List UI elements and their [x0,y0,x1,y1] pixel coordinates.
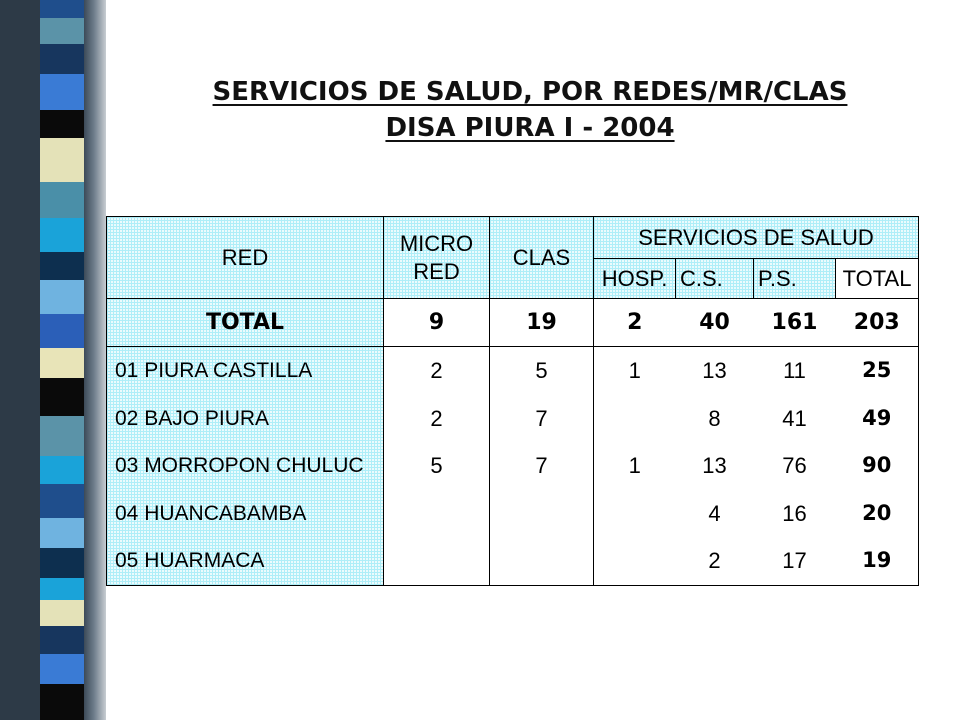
cell-ps: 17 [782,548,807,574]
header-clas: CLAS [490,217,594,299]
table-row-red: 03 MORROPON CHULUC [115,454,364,478]
cell-micro-red [384,537,489,585]
header-micro-red: MICRO RED [384,217,490,299]
cell-total: 25 [862,358,892,382]
cell-cs: 2 [708,548,721,574]
hosp-column [594,347,676,586]
cell-ps: 76 [782,453,807,479]
total-clas: 19 [490,299,594,347]
cell-cs: 13 [702,453,727,479]
cell-clas [490,537,593,585]
cell-total: 90 [862,453,892,478]
cell-hosp: 1 [628,453,641,479]
cell-hosp [594,537,676,585]
total-row-label: TOTAL [107,299,384,347]
table-row-red: 02 BAJO PIURA [115,406,270,430]
cell-clas [490,490,593,538]
table-row-red: 01 PIURA CASTILLA [115,359,313,382]
cell-cs: 4 [708,500,721,526]
cell-ps: 16 [782,500,807,526]
cell-total: 19 [862,548,892,573]
cell-hosp: 1 [628,358,641,383]
cell-clas: 5 [535,358,548,383]
cell-clas: 7 [535,405,548,431]
cell-micro-red [384,490,489,538]
cs-column [676,347,754,586]
cell-cs: 13 [702,358,727,383]
header-total: TOTAL [836,259,919,299]
total-micro-red: 9 [384,299,490,347]
ps-column [754,347,836,586]
cell-clas: 7 [535,453,548,479]
cell-hosp [594,395,676,443]
cell-ps: 41 [782,405,807,431]
cell-ps: 11 [783,358,806,383]
header-red: RED [107,217,384,299]
header-cs: C.S. [676,259,754,299]
health-services-table [106,216,919,586]
header-servicios: SERVICIOS DE SALUD [594,217,919,259]
micro-red-column [384,347,490,586]
cell-micro-red: 2 [430,405,443,431]
total-total: 203 [836,299,919,347]
cell-cs: 8 [708,405,721,431]
table-row-red: 05 HUARMACA [115,549,265,573]
total-column [836,347,919,586]
stripe-blocks [40,0,84,720]
header-ps: P.S. [754,259,836,299]
cell-micro-red: 2 [430,358,443,383]
page-title [100,74,960,146]
cell-micro-red: 5 [430,453,443,479]
total-hosp: 2 [594,299,676,347]
decorative-sidebar-stripes [0,0,106,720]
title-line-2: DISA PIURA I - 2004 [385,113,675,143]
red-names-column [107,347,384,586]
cell-total: 49 [862,405,892,430]
cell-hosp [594,490,676,538]
total-ps: 161 [754,299,836,347]
cell-total: 20 [862,500,892,525]
table-row-red: 04 HUANCABAMBA [115,501,307,525]
header-hosp: HOSP. [594,259,676,299]
title-line-1: SERVICIOS DE SALUD, POR REDES/MR/CLAS [212,77,848,107]
total-cs: 40 [676,299,754,347]
clas-column [490,347,594,586]
